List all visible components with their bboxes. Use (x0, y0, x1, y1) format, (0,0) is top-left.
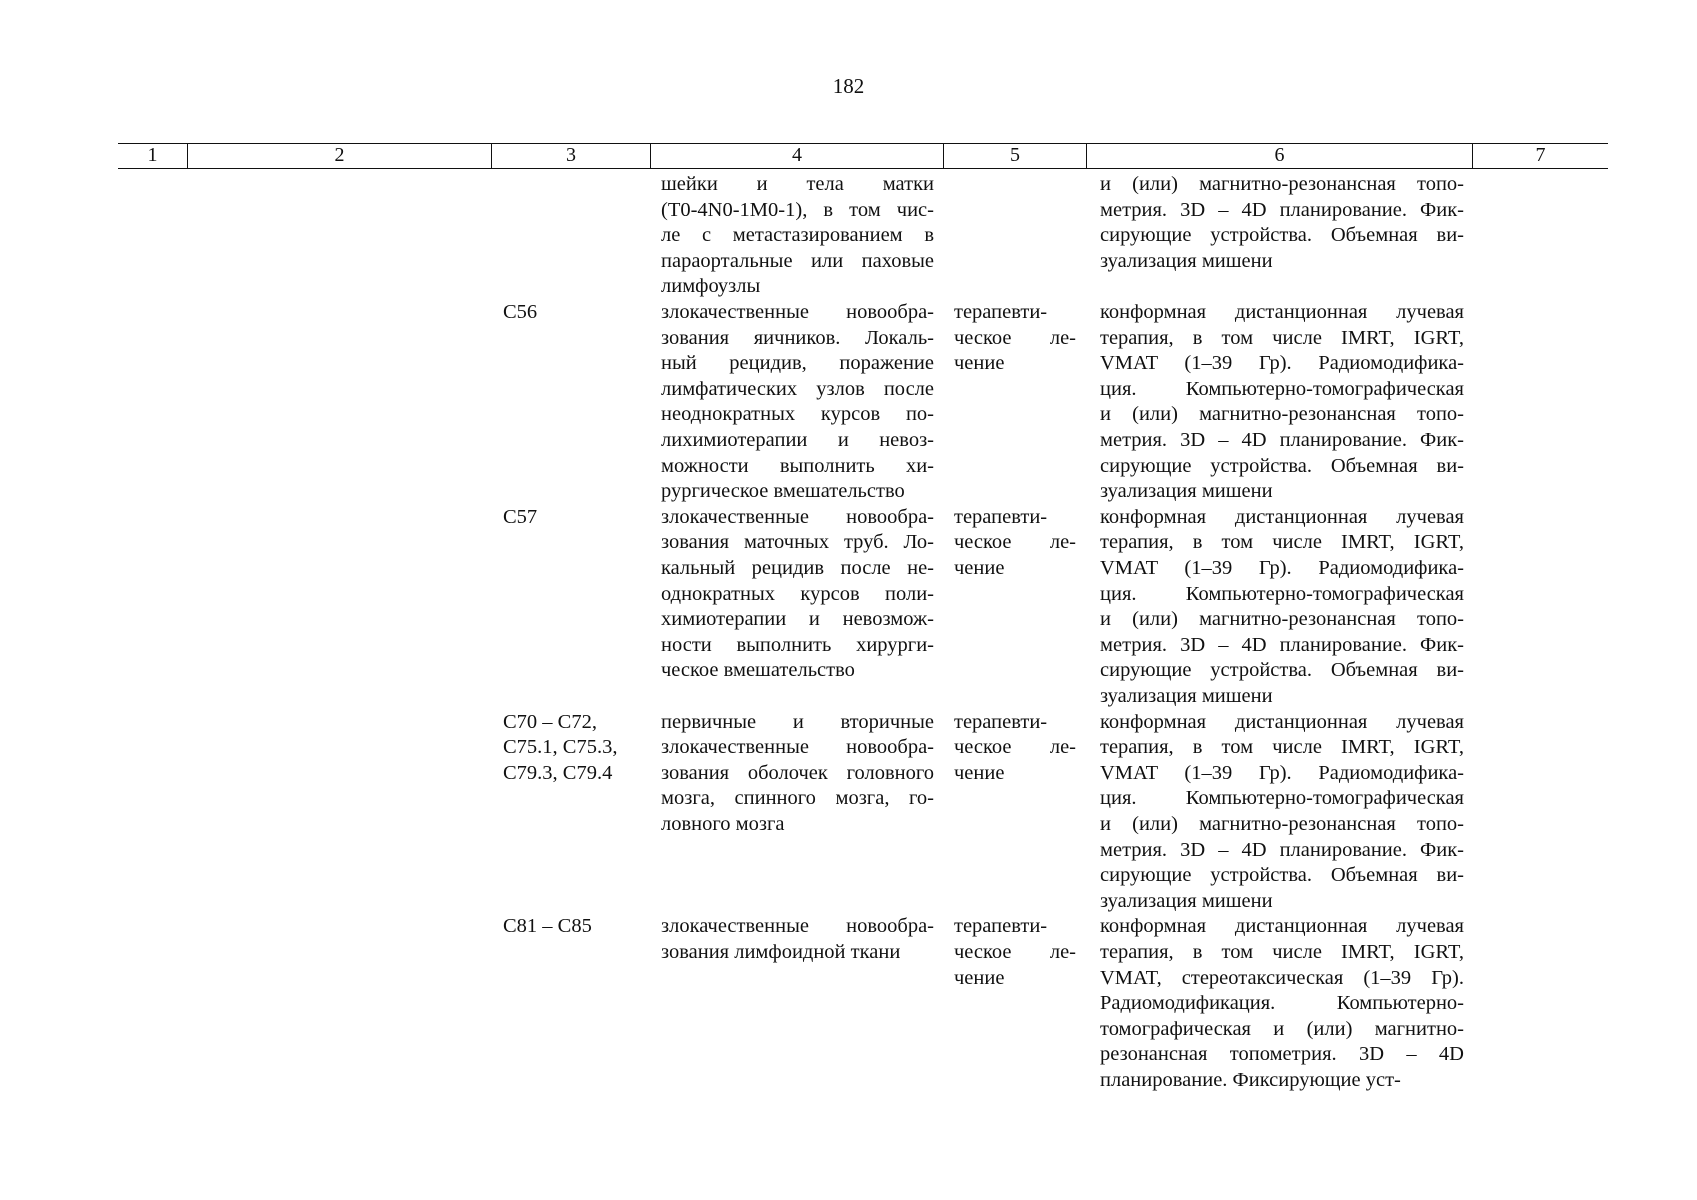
treatment-cell (954, 710, 1076, 787)
table-header (118, 143, 1608, 169)
description-cell (661, 505, 934, 684)
description-cell-line: злокачественные новообра- (661, 736, 934, 759)
treatment-cell-line: чение (954, 966, 1005, 989)
treatment-cell (954, 300, 1076, 377)
method-cell-line: терапия, в том числе IMRT, IGRT, (1100, 940, 1464, 963)
method-cell-line: VMAT (1–39 Гр). Радиомодифика- (1100, 352, 1464, 375)
column-header-5: 5 (943, 144, 1086, 168)
column-header-6: 6 (1086, 144, 1472, 168)
method-cell-line: ция. Компьютерно-томографическая (1100, 377, 1464, 400)
code-cell (503, 505, 643, 531)
method-cell-line: томографическая и (или) магнитно- (1100, 1017, 1464, 1040)
method-cell-line: ция. Компьютерно-томографическая (1100, 787, 1464, 810)
treatment-cell-line: терапевти- (954, 710, 1048, 733)
description-cell-line: первичные и вторичные (661, 710, 934, 733)
code-cell (503, 710, 643, 787)
method-cell-line: метрия. 3D – 4D планирование. Фик- (1100, 198, 1464, 221)
column-header-4: 4 (650, 144, 943, 168)
description-cell-line: зования маточных труб. Ло- (661, 531, 934, 554)
treatment-cell-line: чение (954, 556, 1005, 579)
description-cell-line: ный рецидив, поражение (661, 352, 934, 375)
method-cell-line: сирующие устройства. Объемная ви- (1100, 864, 1464, 887)
method-cell-line: и (или) магнитно-резонансная топо- (1100, 403, 1464, 426)
description-cell (661, 300, 934, 505)
code-cell-line: C70 – C72, (503, 710, 597, 733)
treatment-cell-line: терапевти- (954, 505, 1048, 528)
table-row (0, 914, 1697, 1093)
treatment-cell (954, 914, 1076, 991)
code-cell-line: C57 (503, 505, 538, 528)
description-cell-line: злокачественные новообра- (661, 915, 934, 938)
description-cell-line: зования яичников. Локаль- (661, 326, 934, 349)
description-cell-line: зования оболочек головного (661, 761, 934, 784)
method-cell-line: VMAT, стереотаксическая (1–39 Гр). (1100, 966, 1464, 989)
description-cell-line: злокачественные новообра- (661, 505, 934, 528)
description-cell-line: ности выполнить хирурги- (661, 633, 934, 656)
method-cell (1100, 505, 1464, 710)
treatment-cell-line: ческое ле- (954, 326, 1076, 349)
method-cell-line: зуализация мишени (1100, 480, 1273, 503)
method-cell-line: терапия, в том числе IMRT, IGRT, (1100, 531, 1464, 554)
description-cell-line: химиотерапии и невозмож- (661, 608, 934, 631)
method-cell-line: конформная дистанционная лучевая (1100, 505, 1464, 528)
method-cell-line: конформная дистанционная лучевая (1100, 915, 1464, 938)
description-cell-line: кальный рецидив после не- (661, 556, 934, 579)
column-header-3: 3 (491, 144, 650, 168)
method-cell-line: VMAT (1–39 Гр). Радиомодифика- (1100, 556, 1464, 579)
method-cell-line: Радиомодификация. Компьютерно- (1100, 992, 1464, 1015)
code-cell-line: C56 (503, 301, 538, 323)
method-cell-line: зуализация мишени (1100, 889, 1273, 912)
method-cell-line: сирующие устройства. Объемная ви- (1100, 224, 1464, 247)
method-cell-line: конформная дистанционная лучевая (1100, 710, 1464, 733)
method-cell-line: конформная дистанционная лучевая (1100, 301, 1464, 323)
method-cell (1100, 914, 1464, 1093)
method-cell-line: сирующие устройства. Объемная ви- (1100, 659, 1464, 682)
method-cell (1100, 710, 1464, 915)
table-row (0, 300, 1697, 505)
page-number: 182 (832, 74, 865, 98)
table-body (0, 172, 1697, 1094)
treatment-cell-line: терапевти- (954, 301, 1048, 323)
description-cell-line: рургическое вмешательство (661, 480, 905, 503)
description-cell-line: неоднократных курсов по- (661, 403, 934, 426)
description-cell (661, 914, 934, 965)
description-cell-line: ле с метастазированием в (661, 224, 934, 247)
method-cell-line: и (или) магнитно-резонансная топо- (1100, 173, 1464, 195)
treatment-cell (954, 505, 1076, 582)
method-cell-line: терапия, в том числе IMRT, IGRT, (1100, 326, 1464, 349)
treatment-cell-line: ческое ле- (954, 940, 1076, 963)
method-cell-line: сирующие устройства. Объемная ви- (1100, 454, 1464, 477)
method-cell (1100, 300, 1464, 505)
table-row (0, 505, 1697, 710)
description-cell-line: лимфатических узлов после (661, 377, 934, 400)
method-cell-line: VMAT (1–39 Гр). Радиомодифика- (1100, 761, 1464, 784)
method-cell-line: метрия. 3D – 4D планирование. Фик- (1100, 838, 1464, 861)
method-cell-line: и (или) магнитно-резонансная топо- (1100, 812, 1464, 835)
method-cell-line: зуализация мишени (1100, 249, 1273, 272)
method-cell-line: метрия. 3D – 4D планирование. Фик- (1100, 428, 1464, 451)
description-cell-line: лимфоузлы (661, 275, 761, 298)
column-header-1: 1 (147, 144, 158, 166)
description-cell-line: однократных курсов поли- (661, 582, 934, 605)
treatment-cell-line: терапевти- (954, 915, 1048, 938)
description-cell (661, 172, 934, 300)
table-row (0, 172, 1697, 300)
description-cell-line: злокачественные новообра- (661, 301, 934, 323)
code-cell-line: C81 – C85 (503, 915, 592, 938)
method-cell-line: и (или) магнитно-резонансная топо- (1100, 608, 1464, 631)
code-cell-line: C75.1, C75.3, (503, 736, 618, 759)
description-cell-line: зования лимфоидной ткани (661, 940, 901, 963)
treatment-cell-line: ческое ле- (954, 531, 1076, 554)
description-cell-line: лихимиотерапии и невоз- (661, 428, 934, 451)
description-cell-line: параортальные или паховые (661, 249, 934, 272)
column-header-2: 2 (187, 144, 491, 168)
column-header-7: 7 (1472, 144, 1608, 168)
method-cell (1100, 172, 1464, 274)
code-cell (503, 300, 643, 326)
method-cell-line: планирование. Фиксирующие уст- (1100, 1068, 1401, 1091)
description-cell-line: можности выполнить хи- (661, 454, 934, 477)
description-cell-line: шейки и тела матки (661, 173, 934, 195)
method-cell-line: зуализация мишени (1100, 684, 1273, 707)
code-cell-line: C79.3, C79.4 (503, 761, 613, 784)
table-row (0, 710, 1697, 915)
description-cell-line: мозга, спинного мозга, го- (661, 787, 934, 810)
method-cell-line: ция. Компьютерно-томографическая (1100, 582, 1464, 605)
code-cell (503, 914, 643, 940)
description-cell-line: ловного мозга (661, 812, 785, 835)
description-cell (661, 710, 934, 838)
treatment-cell-line: чение (954, 761, 1005, 784)
method-cell-line: терапия, в том числе IMRT, IGRT, (1100, 736, 1464, 759)
description-cell-line: (T0-4N0-1M0-1), в том чис- (661, 198, 934, 221)
treatment-cell-line: чение (954, 352, 1005, 375)
method-cell-line: метрия. 3D – 4D планирование. Фик- (1100, 633, 1464, 656)
treatment-cell-line: ческое ле- (954, 736, 1076, 759)
method-cell-line: резонансная топометрия. 3D – 4D (1100, 1043, 1464, 1066)
description-cell-line: ческое вмешательство (661, 659, 855, 682)
